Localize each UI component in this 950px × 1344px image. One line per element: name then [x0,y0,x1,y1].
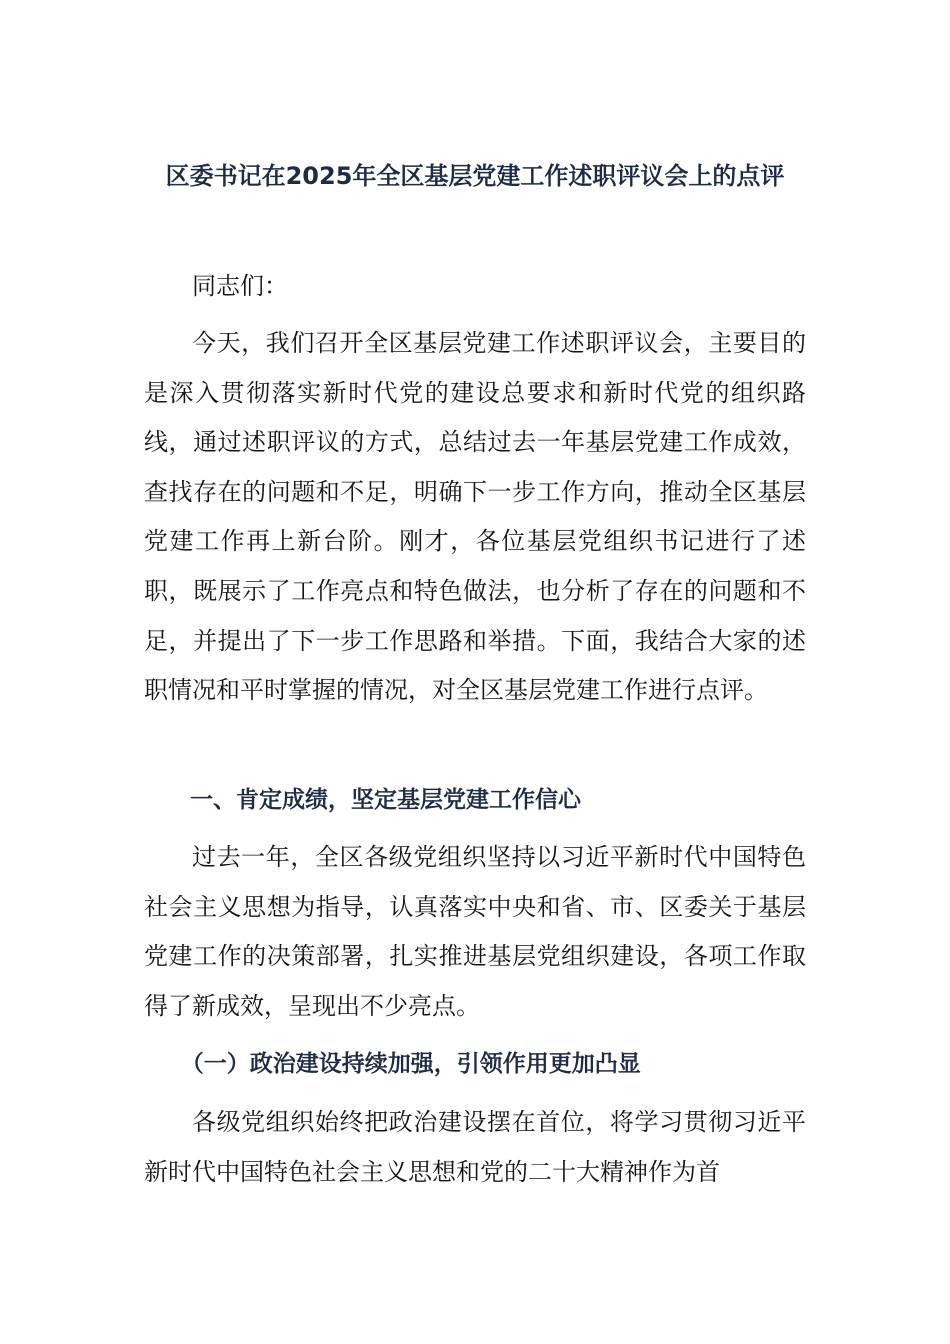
subsection-heading-1-1: （一）政治建设持续加强，引领作用更加凸显 [180,1051,641,1077]
document-title: 区委书记在2025年全区基层党建工作述职评议会上的点评 [165,162,785,190]
paragraph-intro: 今天，我们召开全区基层党建工作述职评议会，主要目的是深入贯彻落实新时代党的建设总要求和新时代党的组织路线，通过述职评议的方式，总结过去一年基层党建工作成效，查找存在的问题和不足，明确下一步工作方向，推动全区基层党建工作再上新台阶。刚才，各位基层党组织书记进行了述职，既展示了工作亮点和特色做法，也分析了存在的问题和不足，并提出了下一步工作思路和举措。下面，我结合大家的述职情况和平时掌握的情况，对全区基层党建工作进行点评。 [144,329,806,705]
section-heading-1: 一、肯定成绩，坚定基层党建工作信心 [190,787,581,813]
paragraph-section1-1: 各级党组织始终把政治建设摆在首位，将学习贯彻习近平新时代中国特色社会主义思想和党的二十大精神作为首 [144,1108,806,1186]
paragraph-section1: 过去一年，全区各级党组织坚持以习近平新时代中国特色社会主义思想为指导，认真落实中央和省、市、区委关于基层党建工作的决策部署，扎实推进基层党组织建设，各项工作取得了新成效，呈现出不少亮点。 [144,843,806,1020]
salutation: 同志们： [192,272,288,300]
